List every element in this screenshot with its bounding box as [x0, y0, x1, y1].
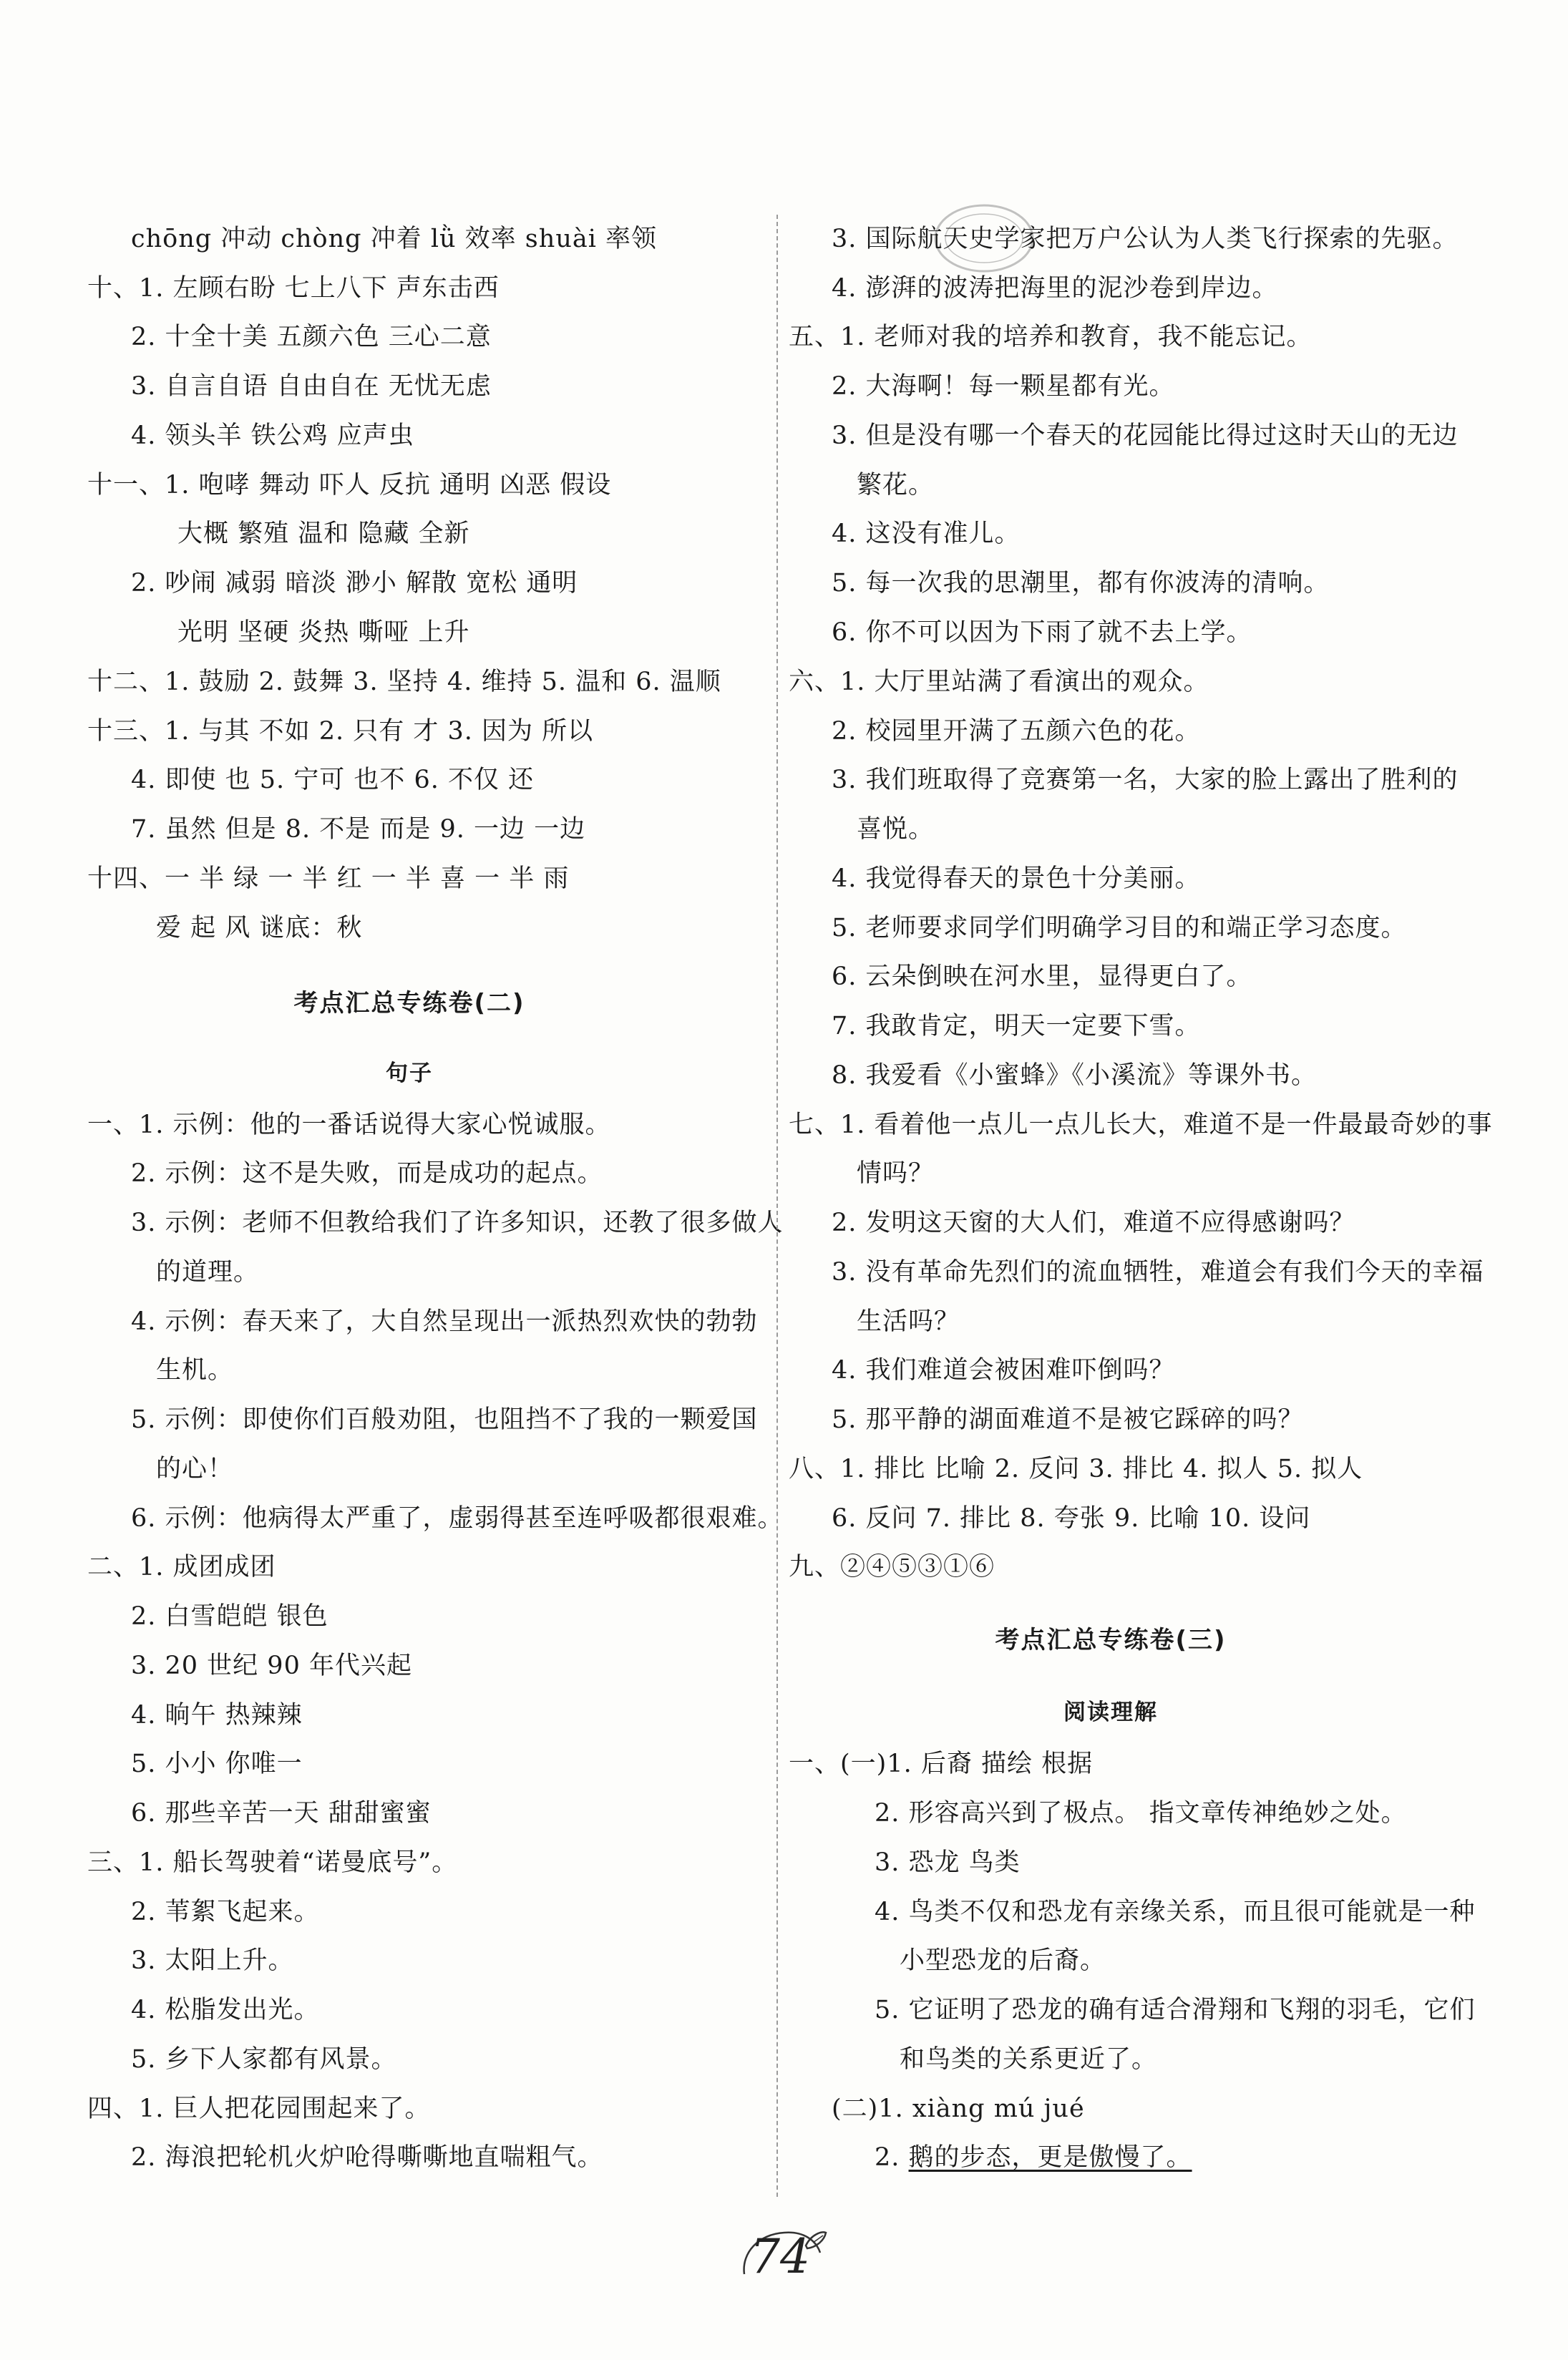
answer-line: 4. 我觉得春天的景色十分美丽。	[832, 864, 1201, 893]
answer-line: 七、1. 看着他一点儿一点儿长大，难道不是一件最最奇妙的事	[789, 1111, 1493, 1139]
answer-line: 生机。	[156, 1356, 234, 1385]
page-number-text: 74	[750, 2229, 810, 2284]
answer-line: 3. 国际航天史学家把万户公认为人类飞行探索的先驱。	[832, 225, 1459, 253]
answer-line: 4. 即使 也 5. 宁可 也不 6. 不仅 还	[131, 766, 535, 794]
underlined-answer: 鹅的步态，更是傲慢了。	[908, 2143, 1192, 2172]
answer-line: 2. 苇絮飞起来。	[131, 1898, 320, 1926]
answer-line: 喜悦。	[857, 815, 935, 844]
answer-line: 六、1. 大厅里站满了看演出的观众。	[789, 668, 1209, 696]
answer-line: 3. 我们班取得了竞赛第一名，大家的脸上露出了胜利的	[832, 766, 1459, 794]
answer-line: 繁花。	[857, 471, 935, 499]
answer-line: 3. 没有革命先烈们的流血牺牲，难道会有我们今天的幸福	[832, 1258, 1484, 1287]
answer-line: 3. 恐龙 鸟类	[875, 1848, 1021, 1877]
answer-line: 4. 领头羊 铁公鸡 应声虫	[131, 421, 414, 450]
answer-line: 4. 我们难道会被困难吓倒吗？	[832, 1356, 1175, 1385]
answer-line: 4. 澎湃的波涛把海里的泥沙卷到岸边。	[832, 274, 1278, 303]
answer-line: 2. 海浪把轮机火炉呛得嘶嘶地直喘粗气。	[131, 2143, 603, 2172]
answer-line: 一、(一)1. 后裔 描绘 根据	[789, 1750, 1094, 1778]
section-subtitle: 阅读理解	[1063, 1700, 1158, 1725]
section-title: 考点汇总专练卷(二)	[293, 989, 525, 1018]
answer-line: 4. 晌午 热辣辣	[131, 1701, 303, 1730]
answer-line: 5. 每一次我的思潮里，都有你波涛的清响。	[832, 569, 1330, 598]
answer-line: 十、1. 左顾右盼 七上八下 声东击西	[87, 274, 500, 303]
answer-line: 2. 吵闹 减弱 暗淡 渺小 解散 宽松 通明	[131, 569, 578, 598]
answer-line: 4. 鸟类不仅和恐龙有亲缘关系，而且很可能就是一种	[875, 1898, 1476, 1926]
answer-line: 7. 我敢肯定，明天一定要下雪。	[832, 1012, 1201, 1040]
answer-line: 4. 示例：春天来了，大自然呈现出一派热烈欢快的勃勃	[131, 1307, 758, 1336]
answer-line: 二、1. 成团成团	[87, 1553, 276, 1581]
answer-line: 三、1. 船长驾驶着“诺曼底号”。	[87, 1848, 458, 1877]
answer-line: 5. 小小 你唯一	[131, 1750, 303, 1778]
answer-line: 2. 校园里开满了五颜六色的花。	[832, 717, 1201, 746]
page-number	[737, 2224, 830, 2290]
answer-line: 6. 你不可以因为下雨了就不去上学。	[832, 618, 1252, 647]
answer-line: 五、1. 老师对我的培养和教育，我不能忘记。	[789, 323, 1313, 351]
answer-line: 小型恐龙的后裔。	[900, 1946, 1106, 1975]
answer-line: 九、②④⑤③①⑥	[789, 1553, 995, 1581]
answer-line: 5. 它证明了恐龙的确有适合滑翔和飞翔的羽毛，它们	[875, 1996, 1476, 2024]
answer-line: 3. 太阳上升。	[131, 1946, 294, 1975]
answer-line: 6. 云朵倒映在河水里，显得更白了。	[832, 962, 1252, 991]
answer-line: 和鸟类的关系更近了。	[900, 2045, 1158, 2074]
answer-line: 光明 坚硬 炎热 嘶哑 上升	[177, 618, 470, 647]
answer-line: 2. 白雪皑皑 银色	[131, 1602, 328, 1631]
answer-line: 8. 我爱看《小蜜蜂》《小溪流》等课外书。	[832, 1061, 1318, 1090]
answer-line: 4. 这没有准儿。	[832, 520, 1021, 548]
answer-line: 2. 大海啊！每一颗星都有光。	[832, 372, 1175, 401]
answer-line: 四、1. 巨人把花园围起来了。	[87, 2095, 431, 2123]
answer-line	[875, 2142, 1192, 2173]
answer-line: 6. 反问 7. 排比 8. 夸张 9. 比喻 10. 设问	[832, 1504, 1311, 1533]
answer-line: 情吗？	[857, 1159, 935, 1188]
answer-line: 十三、1. 与其 不如 2. 只有 才 3. 因为 所以	[87, 717, 594, 746]
answer-line: 5. 那平静的湖面难道不是被它踩碎的吗？	[832, 1405, 1304, 1434]
answer-line: 3. 示例：老师不但教给我们了许多知识，还教了很多做人	[131, 1209, 784, 1237]
answer-line: 6. 那些辛苦一天 甜甜蜜蜜	[131, 1799, 432, 1828]
item-number: 2.	[875, 2143, 909, 2172]
answer-line: (二)1. xiàng mú jué	[832, 2095, 1085, 2123]
section-title: 考点汇总专练卷(三)	[995, 1626, 1227, 1654]
answer-line: 3. 自言自语 自由自在 无忧无虑	[131, 372, 492, 401]
answer-line: 3. 但是没有哪一个春天的花园能比得过这时天山的无边	[832, 421, 1459, 450]
answer-line: 生活吗？	[857, 1307, 960, 1336]
answer-line: 2. 示例：这不是失败，而是成功的起点。	[131, 1159, 603, 1188]
answer-line: 一、1. 示例：他的一番话说得大家心悦诚服。	[87, 1111, 611, 1139]
column-divider	[776, 215, 778, 2197]
answer-line: 5. 老师要求同学们明确学习目的和端正学习态度。	[832, 914, 1407, 942]
answer-line: 大概 繁殖 温和 隐藏 全新	[177, 520, 470, 548]
answer-line: 5. 示例：即使你们百般劝阻，也阻挡不了我的一颗爱国	[131, 1405, 758, 1434]
answer-line: 十一、1. 咆哮 舞动 吓人 反抗 通明 凶恶 假设	[87, 471, 612, 499]
answer-line: 爱 起 风 谜底：秋	[156, 914, 363, 942]
pinyin-line: chōng 冲动 chòng 冲着 lǜ 效率 shuài 率领	[131, 225, 658, 253]
answer-line: 十二、1. 鼓励 2. 鼓舞 3. 坚持 4. 维持 5. 温和 6. 温顺	[87, 668, 721, 696]
section-subtitle: 句子	[386, 1060, 433, 1086]
answer-line: 2. 发明这天窗的大人们，难道不应得感谢吗？	[832, 1209, 1355, 1237]
answer-line: 3. 20 世纪 90 年代兴起	[131, 1652, 412, 1680]
answer-line: 4. 松脂发出光。	[131, 1996, 320, 2024]
answer-line: 八、1. 排比 比喻 2. 反问 3. 排比 4. 拟人 5. 拟人	[789, 1455, 1363, 1483]
answer-line: 2. 形容高兴到了极点。 指文章传神绝妙之处。	[875, 1799, 1407, 1828]
answer-line: 5. 乡下人家都有风景。	[131, 2045, 397, 2074]
answer-line: 6. 示例：他病得太严重了，虚弱得甚至连呼吸都很艰难。	[131, 1504, 784, 1533]
answer-line: 的道理。	[156, 1258, 260, 1287]
answer-line: 7. 虽然 但是 8. 不是 而是 9. 一边 一边	[131, 815, 586, 844]
answer-line: 十四、一 半 绿 一 半 红 一 半 喜 一 半 雨	[87, 864, 570, 893]
answer-line: 2. 十全十美 五颜六色 三心二意	[131, 323, 492, 351]
answer-line: 的心！	[156, 1455, 234, 1483]
